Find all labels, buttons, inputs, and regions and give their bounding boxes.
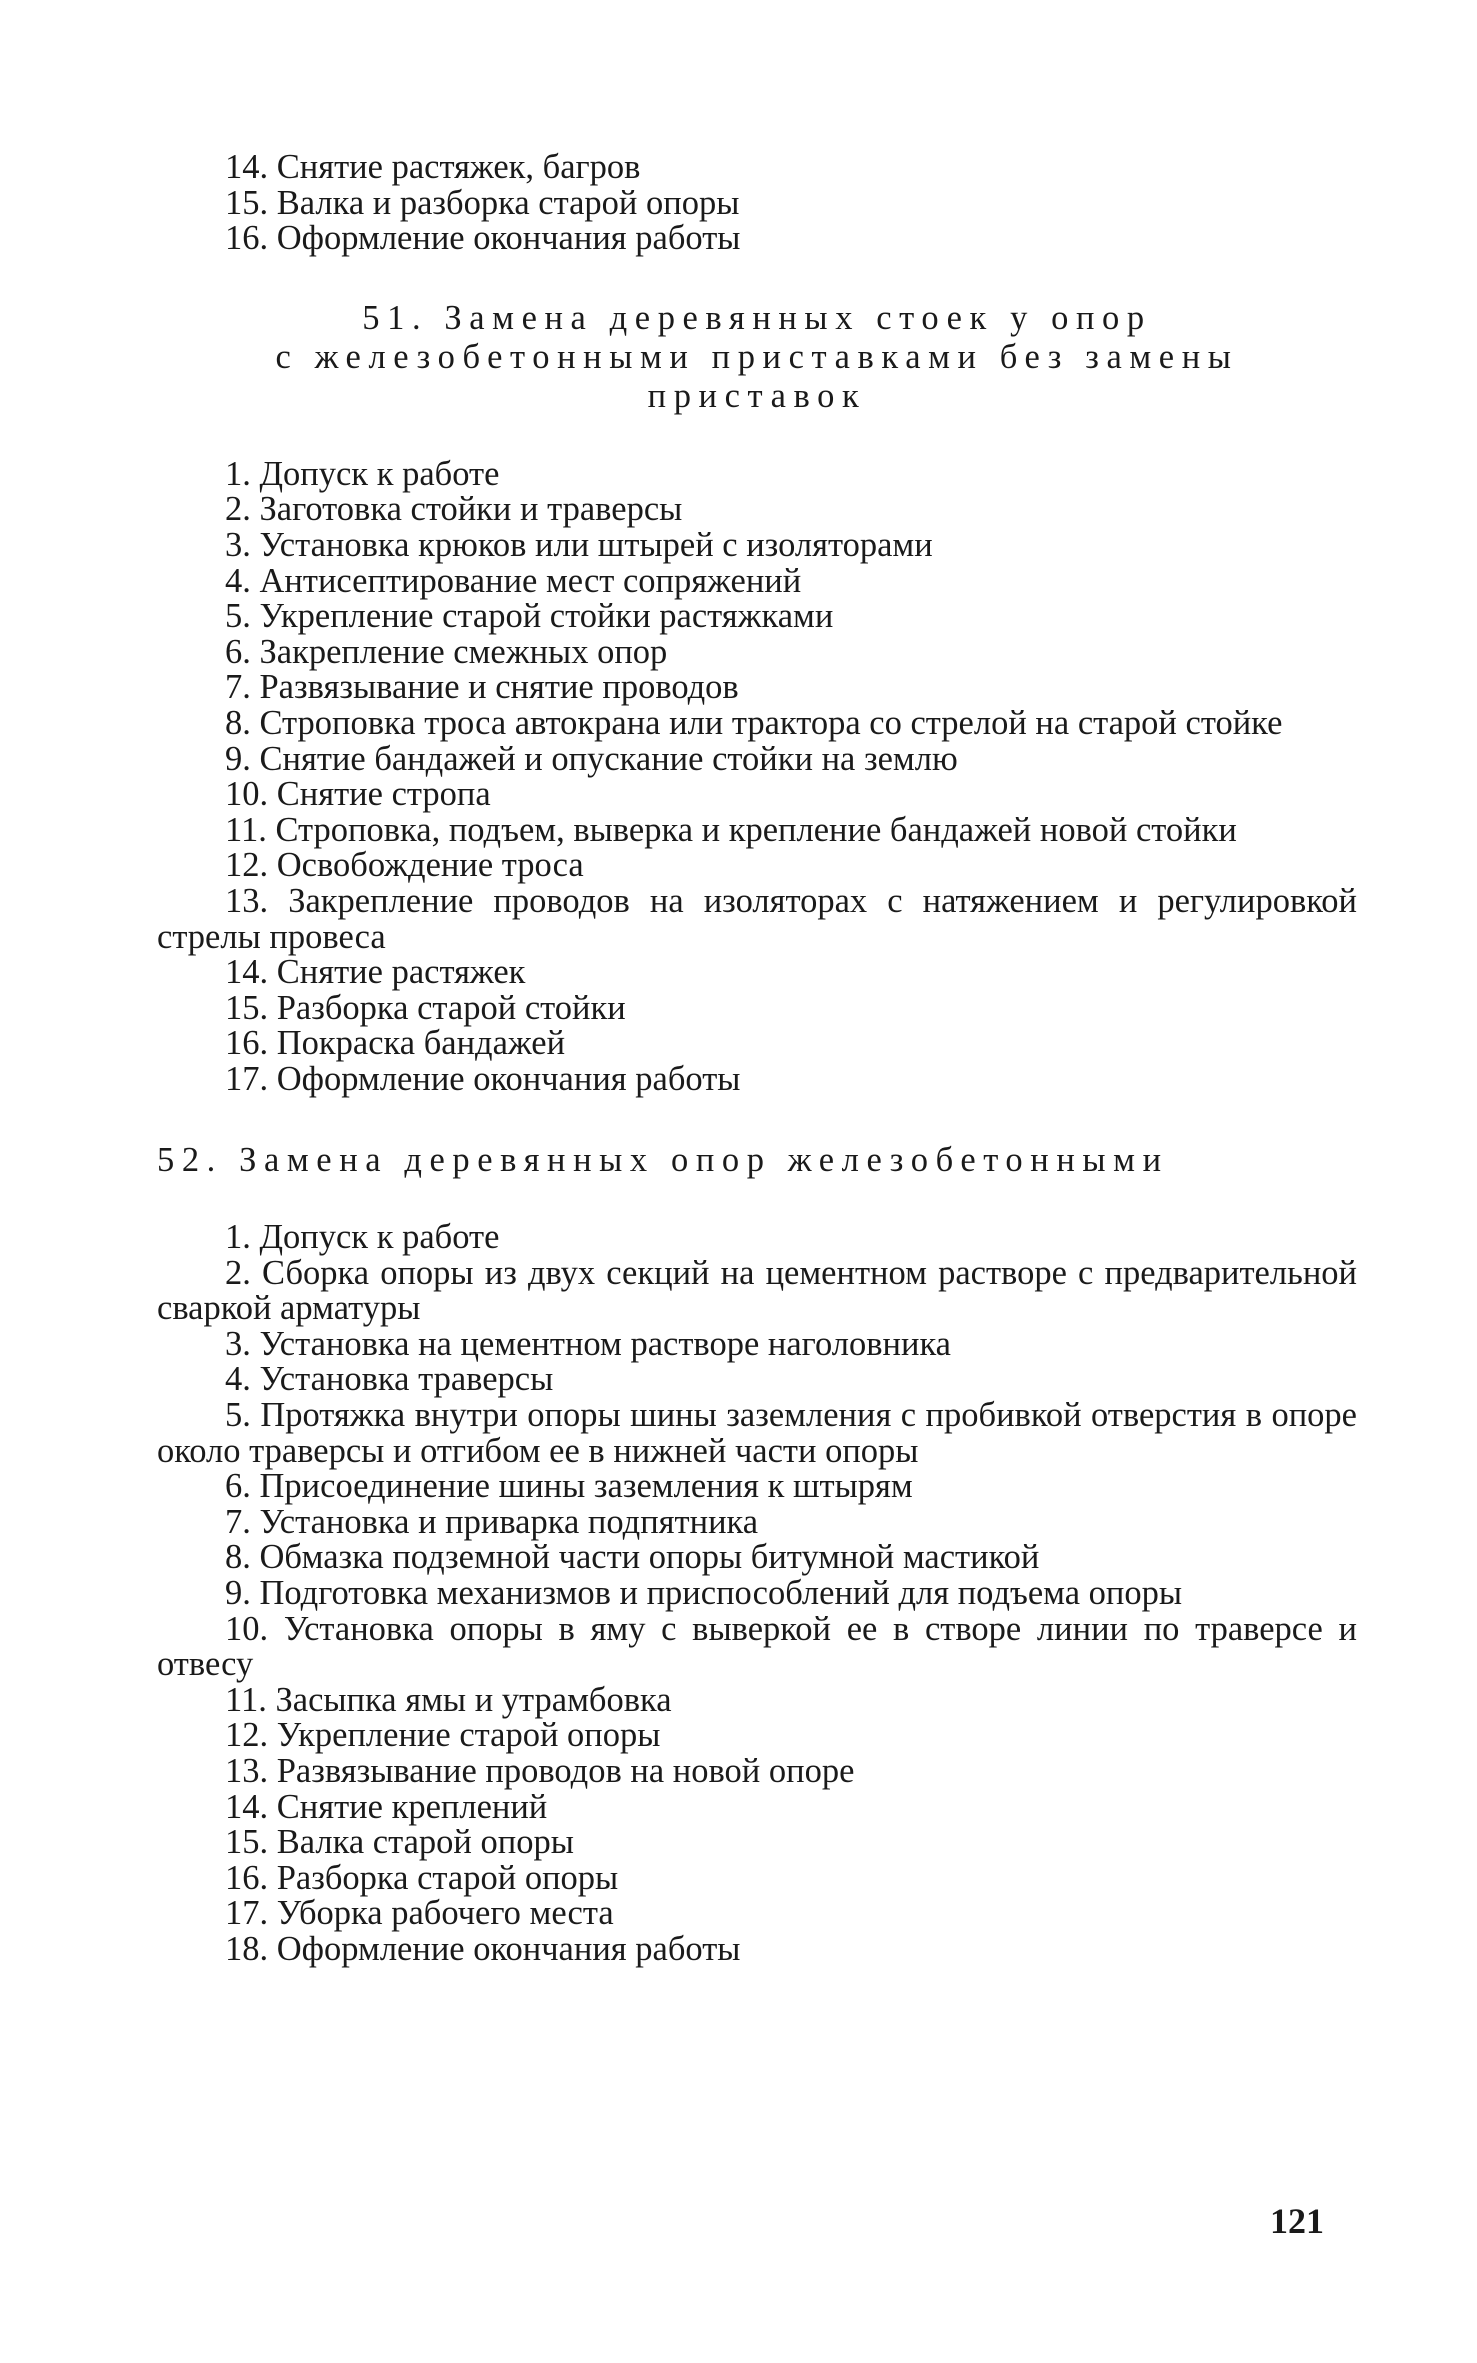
list-item: 11. Строповка, подъем, выверка и крепление бандажей новой стойки xyxy=(225,810,1237,849)
section-title-line: 51. Замена деревянных стоек у опор xyxy=(362,298,1152,337)
list-item: 5. Укрепление старой стойки растяжками xyxy=(225,597,834,636)
list-item: 16. Оформление окончания работы xyxy=(225,219,741,258)
list-item: 9. Подготовка механизмов и приспособлений для подъема опоры xyxy=(225,1574,1183,1612)
list-item: 13. Закрепление проводов на изоляторах с натяжением и регулировкой стрелы провеса xyxy=(157,881,1357,956)
list-item: 12. Освобождение троса xyxy=(225,846,584,885)
list-item: 5. Протяжка внутри опоры шины заземления с пробивкой отверстия в опоре около траверсы и отгибом ее в нижней части опоры xyxy=(157,1396,1357,1470)
list-item: 15. Валка и разборка старой опоры xyxy=(225,183,740,222)
list-item: 17. Оформление окончания работы xyxy=(225,1059,741,1098)
list-item: 11. Засыпка ямы и утрамбовка xyxy=(225,1680,672,1719)
list-item: 10. Снятие стропа xyxy=(225,775,491,814)
list-item: 16. Разборка старой опоры xyxy=(225,1858,619,1897)
list-item: 3. Установка крюков или штырей с изоляторами xyxy=(225,525,933,564)
list-item: 8. Обмазка подземной части опоры битумной мастикой xyxy=(225,1538,1040,1577)
list-item: 14. Снятие растяжек xyxy=(225,953,526,992)
page-number: 121 xyxy=(1270,2201,1324,2241)
top-list xyxy=(157,150,1357,257)
list-item: 4. Установка траверсы xyxy=(225,1360,554,1399)
list-item: 18. Оформление окончания работы xyxy=(225,1929,741,1968)
list-item: 14. Снятие растяжек, багров xyxy=(225,148,641,186)
list-item: 10. Установка опоры в яму с выверкой ее в створе линии по траверсе и отвесу xyxy=(157,1609,1357,1684)
list-item: 6. Закрепление смежных опор xyxy=(225,632,668,671)
section-title-line: приставок xyxy=(647,376,867,415)
list-item: 3. Установка на цементном растворе наголовника xyxy=(225,1324,951,1363)
list-item: 13. Развязывание проводов на новой опоре xyxy=(225,1751,855,1790)
list-item: 12. Укрепление старой опоры xyxy=(225,1716,661,1755)
text-column xyxy=(157,150,1357,1968)
list-item: 1. Допуск к работе xyxy=(225,454,500,493)
section-52-list xyxy=(157,1220,1357,1967)
list-item: 2. Сборка опоры из двух секций на цементном растворе с предварительной сваркой арматуры xyxy=(157,1253,1357,1328)
section-title-line: с железобетонными приставками без замены xyxy=(275,337,1239,376)
list-item: 15. Разборка старой стойки xyxy=(225,988,626,1027)
list-item: 9. Снятие бандажей и опускание стойки на землю xyxy=(225,739,958,778)
section-52-title: 52. Замена деревянных опор железобетонными xyxy=(157,1141,1169,1180)
list-item: 2. Заготовка стойки и траверсы xyxy=(225,490,683,529)
list-item: 7. Установка и приварка подпятника xyxy=(225,1502,759,1541)
list-item: 1. Допуск к работе xyxy=(225,1218,500,1257)
list-item: 16. Покраска бандажей xyxy=(225,1024,566,1063)
list-item: 8. Строповка троса автокрана или трактора со стрелой на старой стойке xyxy=(225,703,1283,742)
section-51-list xyxy=(157,454,1357,1098)
list-item: 6. Присоединение шины заземления к штырям xyxy=(225,1467,913,1506)
list-item: 4. Антисептирование мест сопряжений xyxy=(225,561,802,600)
list-item: 14. Снятие креплений xyxy=(225,1787,548,1826)
list-item: 7. Развязывание и снятие проводов xyxy=(225,668,739,707)
list-item: 15. Валка старой опоры xyxy=(225,1823,574,1862)
list-item: 17. Уборка рабочего места xyxy=(225,1894,614,1933)
section-51-title xyxy=(157,299,1357,416)
